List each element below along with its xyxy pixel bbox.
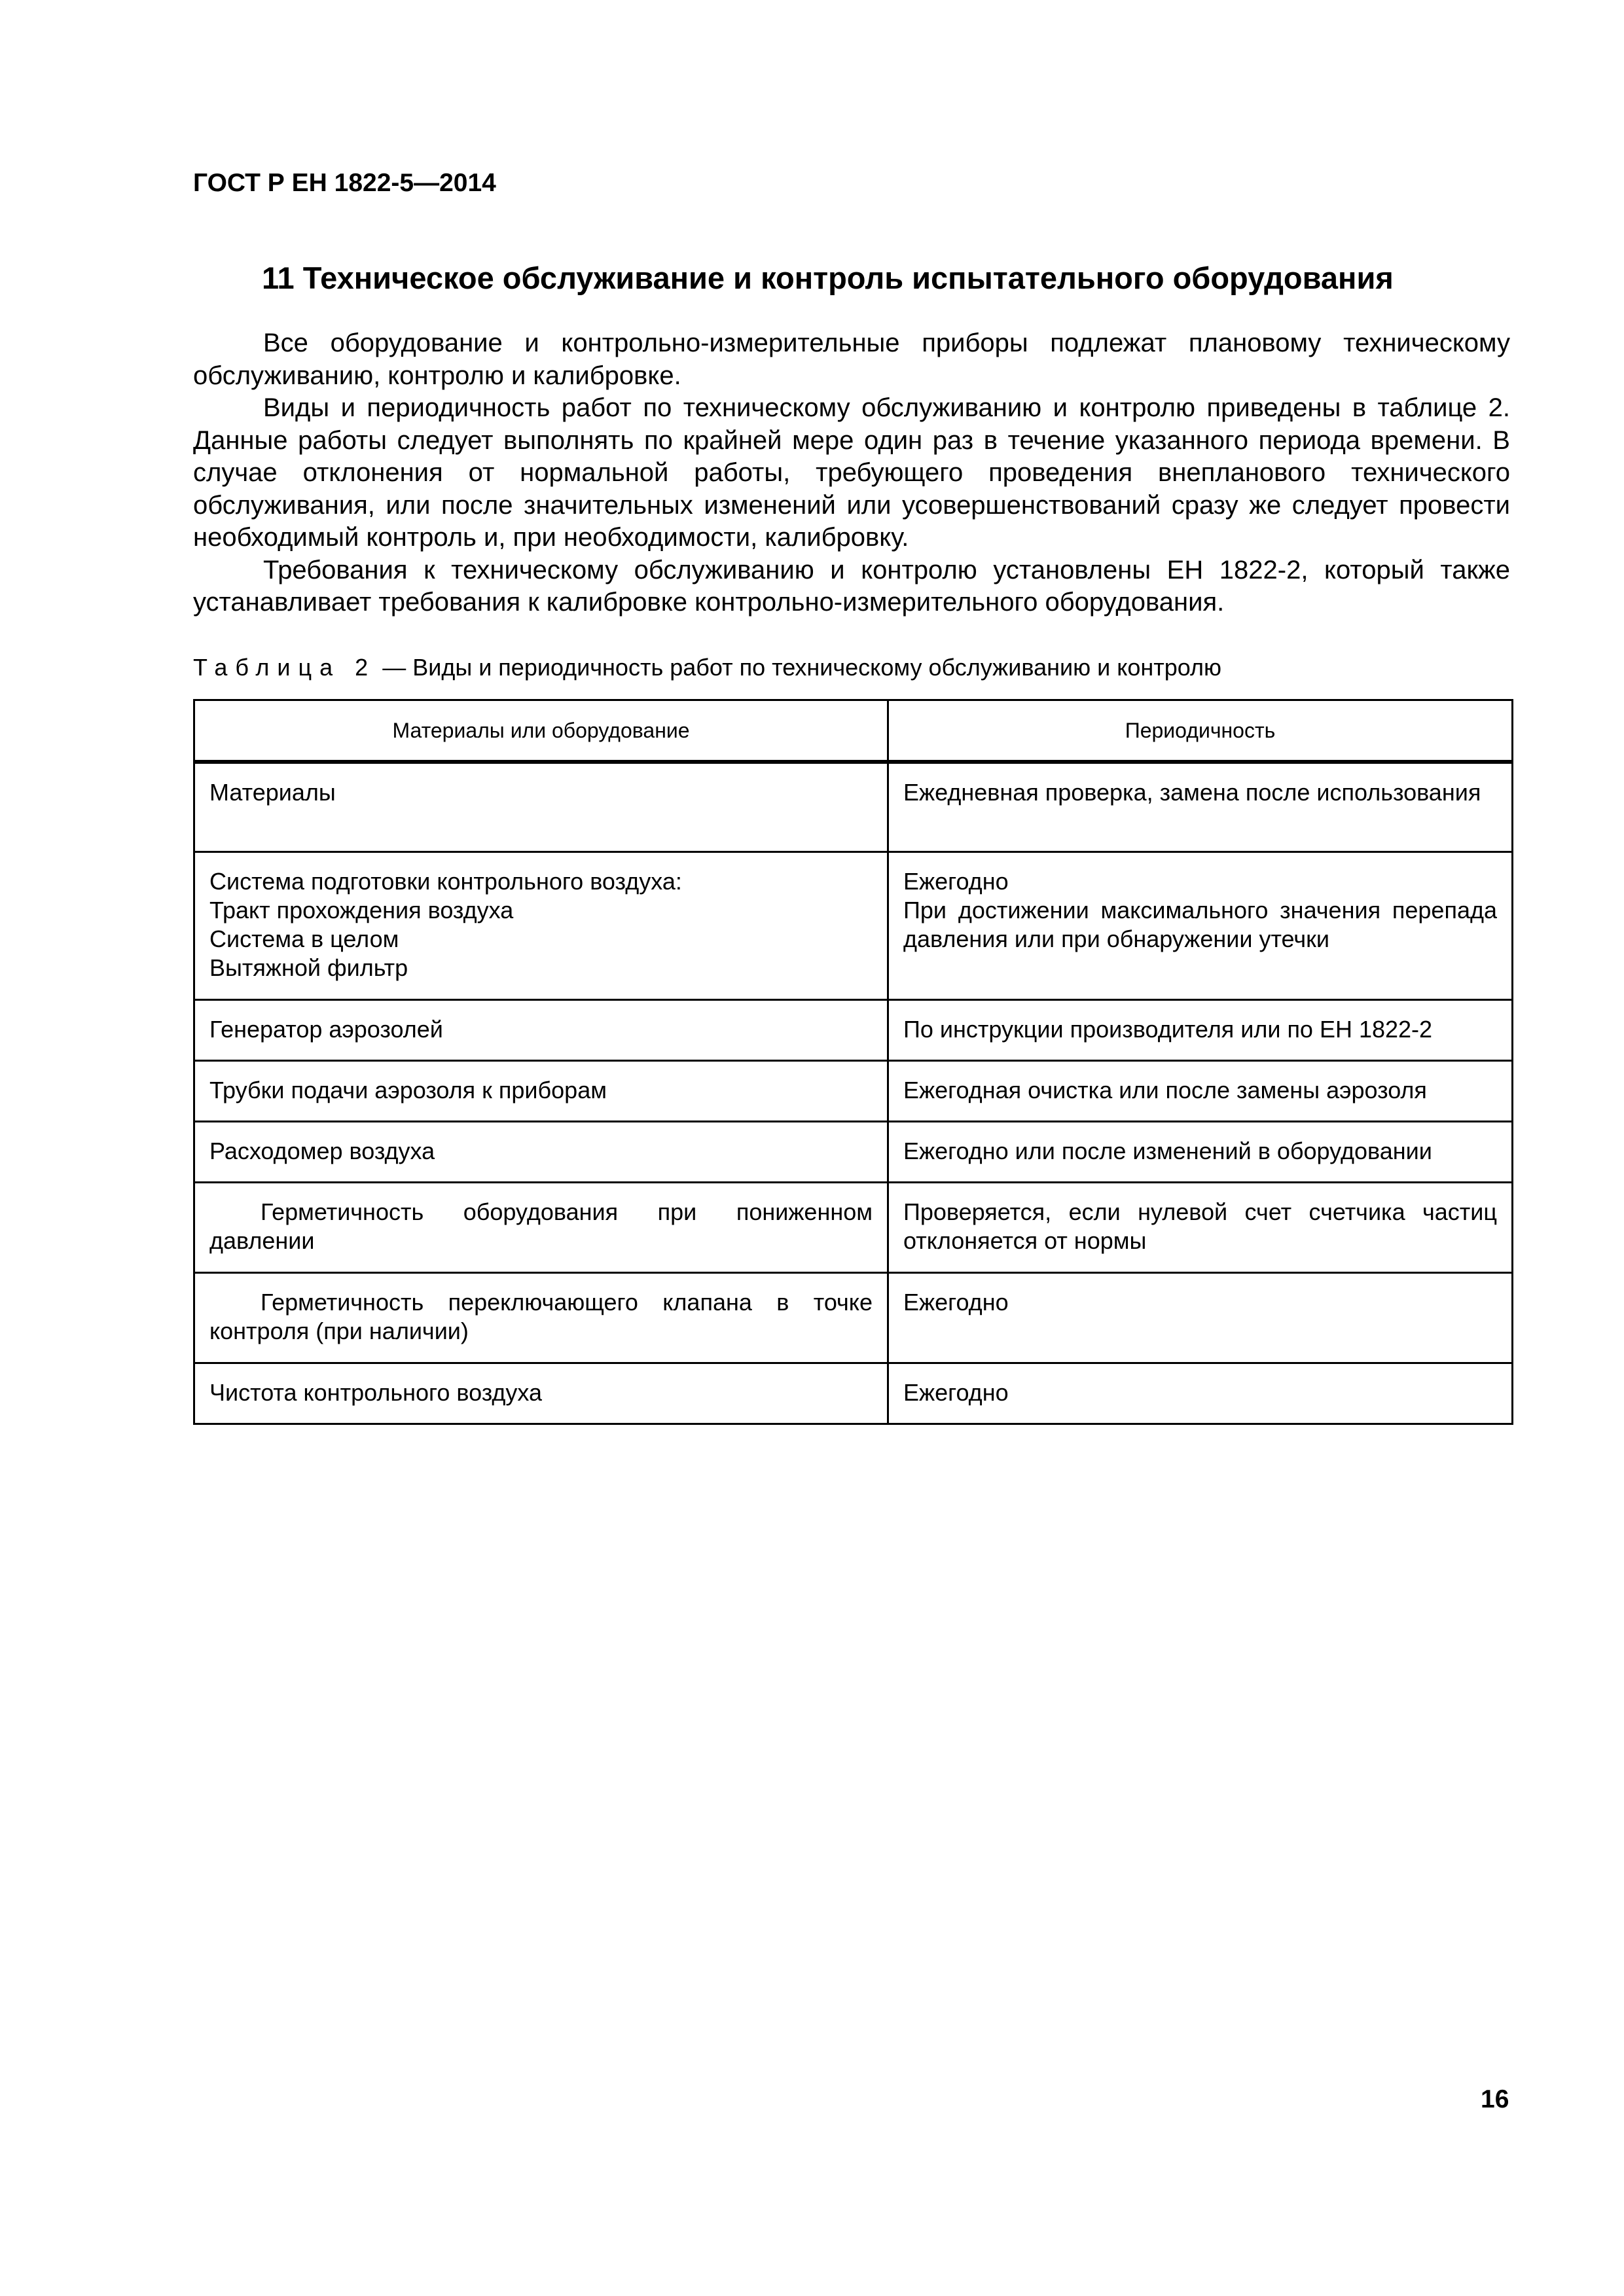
header-period: Периодичность xyxy=(888,700,1513,762)
cell-line: Тракт прохождения воздуха xyxy=(209,897,514,924)
body-text xyxy=(193,327,1510,619)
period-cell xyxy=(888,1122,1513,1183)
table-row xyxy=(194,1273,1513,1363)
material-cell xyxy=(194,1122,888,1183)
cell-line: Ежегодная очистка или после замены аэрозоля xyxy=(903,1077,1427,1103)
cell-line: Ежегодно xyxy=(903,1289,1009,1316)
material-cell xyxy=(194,852,888,1000)
table-row xyxy=(194,1363,1513,1424)
cell-line: Герметичность оборудования при пониженном давлении xyxy=(209,1198,873,1254)
cell-line: Ежедневная проверка, замена после использования xyxy=(903,778,1481,806)
period-cell xyxy=(888,1273,1513,1363)
material-cell xyxy=(194,1183,888,1273)
paragraph: Требования к техническому обслуживанию и контролю установлены ЕН 1822-2, который также устанавливает требования к калибровке контрольно-измерительного оборудования. xyxy=(193,555,1510,617)
period-cell xyxy=(888,1061,1513,1122)
page-number: 16 xyxy=(1481,2085,1509,2113)
cell-line: Проверяется, если нулевой счет счетчика частиц отклоняется от нормы xyxy=(903,1198,1497,1254)
cell-line: Генератор аэрозолей xyxy=(209,1016,443,1043)
table-row xyxy=(194,762,1513,852)
cell-line: Система подготовки контрольного воздуха: xyxy=(209,868,682,895)
cell-line: Чистота контрольного воздуха xyxy=(209,1379,543,1406)
header-material: Материалы или оборудование xyxy=(194,700,888,762)
cell-line: Материалы xyxy=(209,778,336,806)
paragraph: Все оборудование и контрольно-измерительные приборы подлежат плановому техническому обслуживанию, контролю и калибровке. xyxy=(193,329,1510,390)
cell-line: По инструкции производителя или по ЕН 1822-2 xyxy=(903,1016,1433,1043)
cell-line: Герметичность переключающего клапана в точке контроля (при наличии) xyxy=(209,1289,873,1344)
table-row xyxy=(194,1061,1513,1122)
period-cell xyxy=(888,1183,1513,1273)
period-cell xyxy=(888,852,1513,1000)
period-cell xyxy=(888,1000,1513,1061)
material-cell xyxy=(194,1273,888,1363)
material-cell xyxy=(194,1000,888,1061)
cell-line: При достижении максимального значения перепада давления или при обнаружении утечки xyxy=(903,897,1497,952)
period-cell xyxy=(888,762,1513,852)
table-row xyxy=(194,852,1513,1000)
document-code: ГОСТ Р ЕН 1822-5—2014 xyxy=(193,169,496,197)
cell-line: Расходомер воздуха xyxy=(209,1138,435,1164)
table-row xyxy=(194,1122,1513,1183)
material-cell xyxy=(194,1363,888,1424)
table-row xyxy=(194,1183,1513,1273)
table-caption xyxy=(193,653,1221,683)
cell-line: Ежегодно или после изменений в оборудовании xyxy=(903,1138,1432,1164)
table-caption-text: — Виды и периодичность работ по техническому обслуживанию и контролю xyxy=(376,654,1222,681)
cell-line: Система в целом xyxy=(209,925,399,952)
maintenance-table xyxy=(193,699,1513,1425)
cell-line: Трубки подачи аэрозоля к приборам xyxy=(209,1077,607,1103)
cell-line: Ежегодно xyxy=(903,1379,1009,1406)
cell-line: Вытяжной фильтр xyxy=(209,954,408,981)
table-header-row xyxy=(194,700,1513,762)
period-cell xyxy=(888,1363,1513,1424)
material-cell xyxy=(194,1061,888,1122)
cell-line: Ежегодно xyxy=(903,868,1009,895)
paragraph: Виды и периодичность работ по техническому обслуживанию и контролю приведены в таблице 2. Данные работы следует выполнять по крайней мере один раз в течение указанного периода времени. В случае отклонения от нормальной работы, требующего проведения внепланового технического обслуживания, или после значительных изменений или усовершенствований сразу же следует провести необходимый контроль и, при необходимости, калибровку. xyxy=(193,393,1510,552)
section-title: 11 Техническое обслуживание и контроль испытательного оборудования xyxy=(262,260,1394,295)
material-cell xyxy=(194,762,888,852)
table-caption-label: Таблица 2 xyxy=(193,654,376,681)
table-row xyxy=(194,1000,1513,1061)
